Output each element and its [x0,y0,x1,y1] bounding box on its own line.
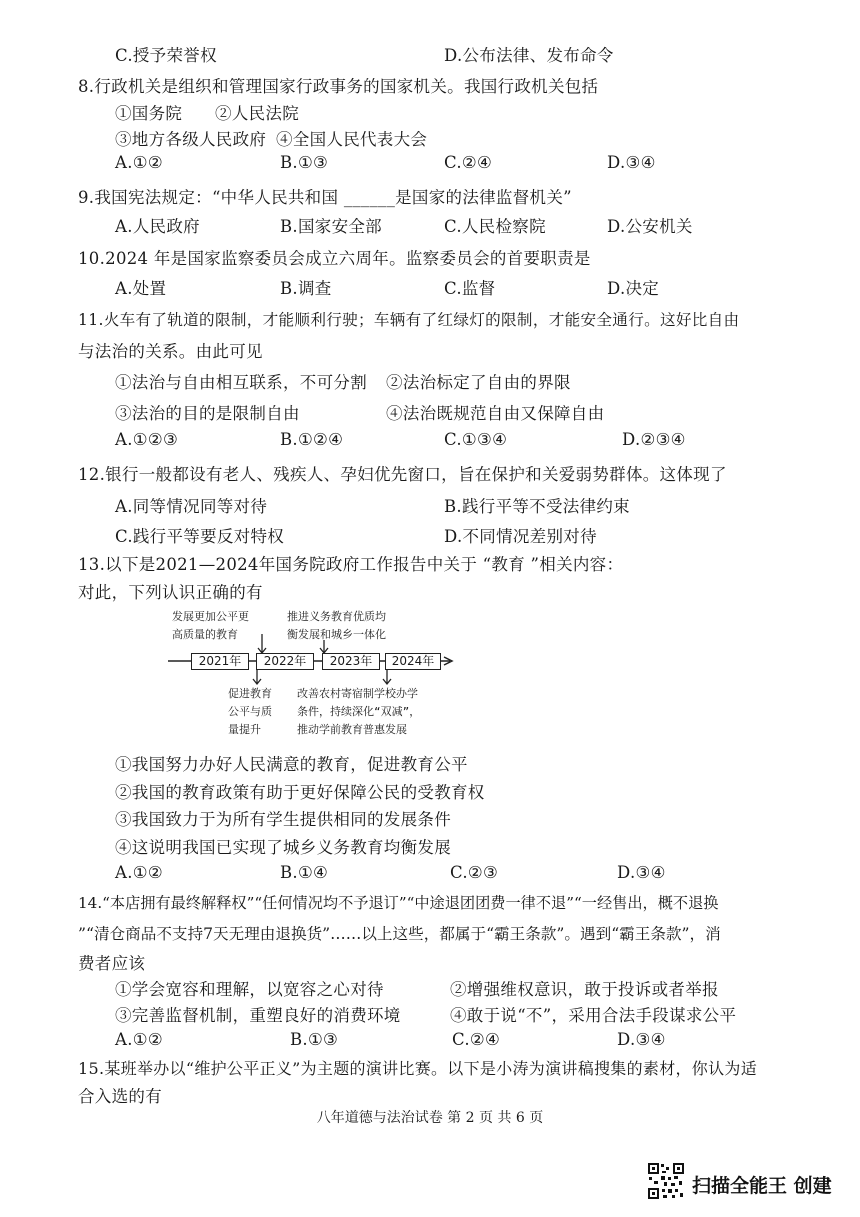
q11-stem-line1: 11.火车有了轨道的限制，才能顺利行驶；车辆有了红绿灯的限制，才能安全通行。这好比自由 [78,311,740,329]
timeline-2023-top-line1: 推进义务教育优质均 [287,610,386,623]
q13-stem-line2: 对此，下列认识正确的有 [78,583,263,602]
q9-stem: 9.我国宪法规定：“中华人民共和国 ______是国家的法律监督机关” [78,188,572,207]
q11-option-b: B.①②④ [280,430,344,449]
q7-option-c: C.授予荣誉权 [115,46,217,65]
q15-stem-line1: 15.某班举办以“维护公平正义”为主题的演讲比赛。以下是小涛为演讲稿搜集的素材，你认为适 [78,1059,758,1078]
q9-option-c: C.人民检察院 [444,217,546,236]
q9-option-a: A.人民政府 [115,217,200,236]
q9-option-d: D.公安机关 [607,217,693,236]
q13-option-a: A.①② [115,863,163,882]
q13-item-4: ④这说明我国已实现了城乡义务教育均衡发展 [115,838,451,857]
q12-option-d: D.不同情况差别对待 [444,527,597,546]
timeline-2022-bottom-line3: 量提升 [228,723,261,736]
timeline-2023-top-line2: 衡发展和城乡一体化 [287,628,386,641]
q11-item-1: ①法治与自由相互联系，不可分割 [115,373,367,392]
q11-item-2: ②法治标定了自由的界限 [386,373,571,392]
q13-stem-line1: 13.以下是2021—2024年国务院政府工作报告中关于 “教育 ”相关内容： [78,555,624,574]
timeline-year-2022: 2022年 [256,653,314,670]
q8-option-b: B.①③ [280,153,329,172]
q11-item-4: ④法治既规范自由又保障自由 [386,404,605,423]
q15-stem-line2: 合入选的有 [78,1087,162,1106]
timeline-year-2024: 2024年 [385,653,441,670]
q7-option-d: D.公布法律、发布命令 [444,46,614,65]
q13-option-d: D.③④ [617,863,666,882]
timeline-2021-top-line1: 发展更加公平更 [172,610,249,623]
q8-item-1: ①国务院 [115,104,183,123]
q8-item-4: ④全国人民代表大会 [276,130,428,149]
q10-option-a: A.处置 [115,279,167,298]
timeline-2022-bottom-line2: 公平与质 [228,705,272,718]
timeline-2024-bottom-line3: 推动学前教育普惠发展 [297,723,407,736]
q11-option-c: C.①③④ [444,430,508,449]
scanner-watermark: 扫描全能王 创建 [692,1175,832,1197]
q11-option-a: A.①②③ [115,430,179,449]
q14-item-2: ②增强维权意识，敢于投诉或者举报 [450,980,719,999]
q8-option-c: C.②④ [444,153,493,172]
q9-option-b: B.国家安全部 [280,217,382,236]
q8-item-3: ③地方各级人民政府 [115,130,267,149]
q13-option-b: B.①④ [280,863,329,882]
q10-stem: 10.2024 年是国家监察委员会成立六周年。监察委员会的首要职责是 [78,249,591,268]
q8-stem: 8.行政机关是组织和管理国家行政事务的国家机关。我国行政机关包括 [78,77,599,96]
page-footer: 八年道德与法治试卷 第 2 页 共 6 页 [316,1110,544,1126]
q12-option-b: B.践行平等不受法律约束 [444,497,630,516]
q13-item-2: ②我国的教育政策有助于更好保障公民的受教育权 [115,783,485,802]
timeline-2024-bottom-line1: 改善农村寄宿制学校办学 [297,687,418,700]
q14-stem-line1: 14.“本店拥有最终解释权”“任何情况均不予退订”“中途退团团费一律不退”“一经售出，概不退换 [78,894,719,912]
q14-option-d: D.③④ [617,1030,666,1049]
q12-option-c: C.践行平等要反对特权 [115,527,285,546]
q14-option-a: A.①② [115,1030,163,1049]
q14-item-1: ①学会宽容和理解，以宽容之心对待 [115,980,384,999]
q14-stem-line3: 费者应该 [78,954,146,973]
q8-option-a: A.①② [115,153,163,172]
timeline-2021-top-line2: 高质量的教育 [172,628,238,641]
q11-option-d: D.②③④ [622,430,686,449]
q13-option-c: C.②③ [450,863,499,882]
q12-option-a: A.同等情况同等对待 [115,497,268,516]
timeline-year-2023: 2023年 [322,653,380,670]
q13-item-3: ③我国致力于为所有学生提供相同的发展条件 [115,810,451,829]
q12-stem: 12.银行一般都设有老人、残疾人、孕妇优先窗口，旨在保护和关爱弱势群体。这体现了 [78,465,727,484]
q14-item-4: ④敢于说“不”，采用合法手段谋求公平 [450,1006,737,1025]
q14-stem-line2: ”“清仓商品不支持7天无理由退换货”……以上这些，都属于“霸王条款”。遇到“霸王条款”，消 [78,925,721,943]
timeline-2022-bottom-line1: 促进教育 [228,687,272,700]
q11-item-3: ③法治的目的是限制自由 [115,404,300,423]
q10-option-b: B.调查 [280,279,332,298]
q11-stem-line2: 与法治的关系。由此可见 [78,342,263,361]
qr-code-icon [647,1162,685,1200]
timeline-2024-bottom-line2: 条件，持续深化“双减”， [297,705,421,718]
timeline-year-2021: 2021年 [191,653,249,670]
q14-item-3: ③完善监督机制，重塑良好的消费环境 [115,1006,401,1025]
q10-option-c: C.监督 [444,279,496,298]
q10-option-d: D.决定 [607,279,660,298]
q8-option-d: D.③④ [607,153,656,172]
q13-item-1: ①我国努力办好人民满意的教育，促进教育公平 [115,755,468,774]
q8-item-2: ②人民法院 [215,104,299,123]
q14-option-c: C.②④ [452,1030,501,1049]
q14-option-b: B.①③ [290,1030,339,1049]
